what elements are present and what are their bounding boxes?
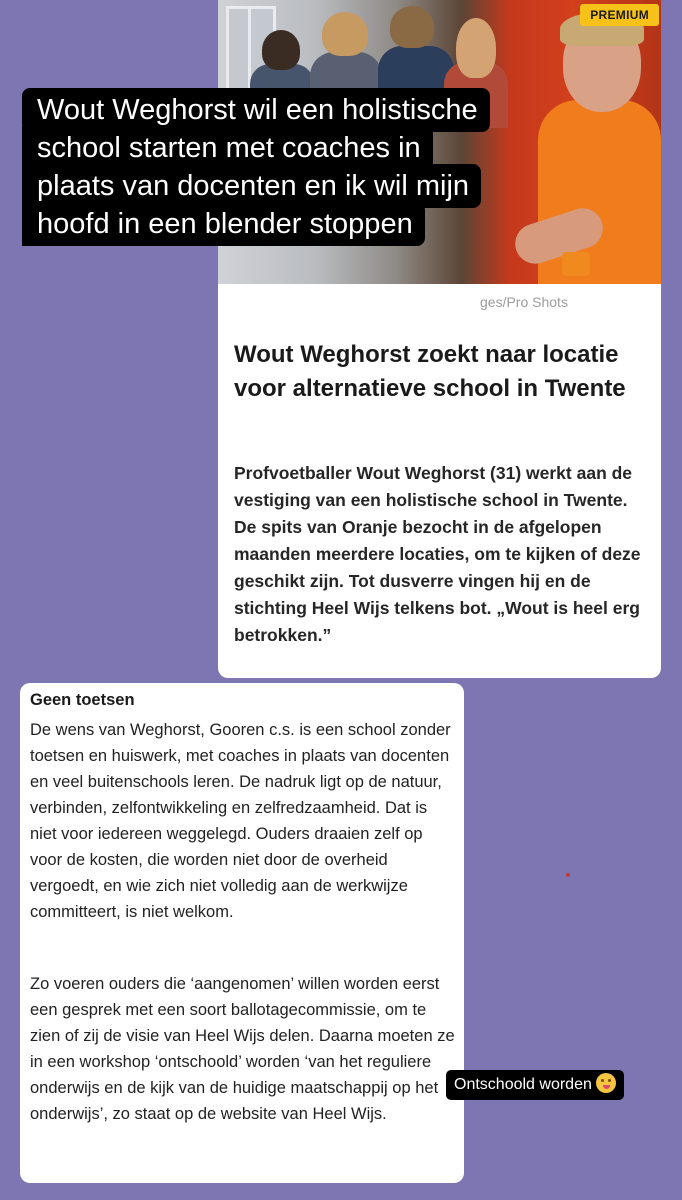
section-heading: Geen toetsen	[30, 691, 135, 709]
wristband	[562, 252, 590, 276]
caption-line: school starten met coaches in	[22, 126, 433, 170]
article-paragraph: Zo voeren ouders die ‘aangenomen’ willen worden eerst een gesprek met een soort ballotagecommissie, om te zien of zij de visie van Heel Wijs delen. Daarna moeten ze in een workshop ‘ontschoold’ worden ‘van het reguliere onderwijs en de kijk van de huidige maatschappij op het onderwijs’, zo staat op de website van Heel Wijs.	[30, 975, 455, 1123]
article-lead: Profvoetballer Wout Weghorst (31) werkt aan de vestiging van een holistische school in Twente. De spits van Oranje bezocht in de afgelopen maanden meerdere locaties, om te kijken of deze geschikt zijn. Tot dusverre vingen hij en de stichting Heel Wijs telkens bot. „Wout is heel erg betrokken.”	[234, 463, 641, 645]
story-caption	[22, 88, 542, 240]
premium-badge: PREMIUM	[580, 4, 659, 26]
child-head	[322, 12, 368, 56]
caption-line: hoofd in een blender stoppen	[22, 202, 425, 246]
article-headline: Wout Weghorst zoekt naar locatie voor alternatieve school in Twente	[234, 341, 626, 402]
child-head	[262, 30, 300, 70]
face-with-tongue-emoji-icon	[596, 1073, 616, 1093]
article-paragraph: De wens van Weghorst, Gooren c.s. is een school zonder toetsen en huiswerk, met coaches in plaats van docenten en veel buitenschools leren. De nadruk ligt op de natuur, verbinden, zelfontwikkeling en zelfredzaamheid. Dat is niet voor iedereen weggelegd. Ouders draaien zelf op voor de kosten, die worden niet door de overheid vergoedt, en wie zich niet volledig aan de werkwijze committeert, is niet welkom.	[30, 721, 451, 921]
child-head	[456, 18, 496, 78]
child-head	[390, 6, 434, 48]
decorative-dot	[566, 873, 570, 877]
caption-line: Wout Weghorst wil een holistische	[22, 88, 490, 132]
caption-line: plaats van docenten en ik wil mijn	[22, 164, 481, 208]
photo-credit: ges/Pro Shots	[480, 294, 568, 310]
article-excerpt-card	[20, 683, 464, 1183]
text-sticker[interactable]	[446, 1070, 624, 1100]
sticker-label: Ontschoold worden	[454, 1076, 592, 1093]
